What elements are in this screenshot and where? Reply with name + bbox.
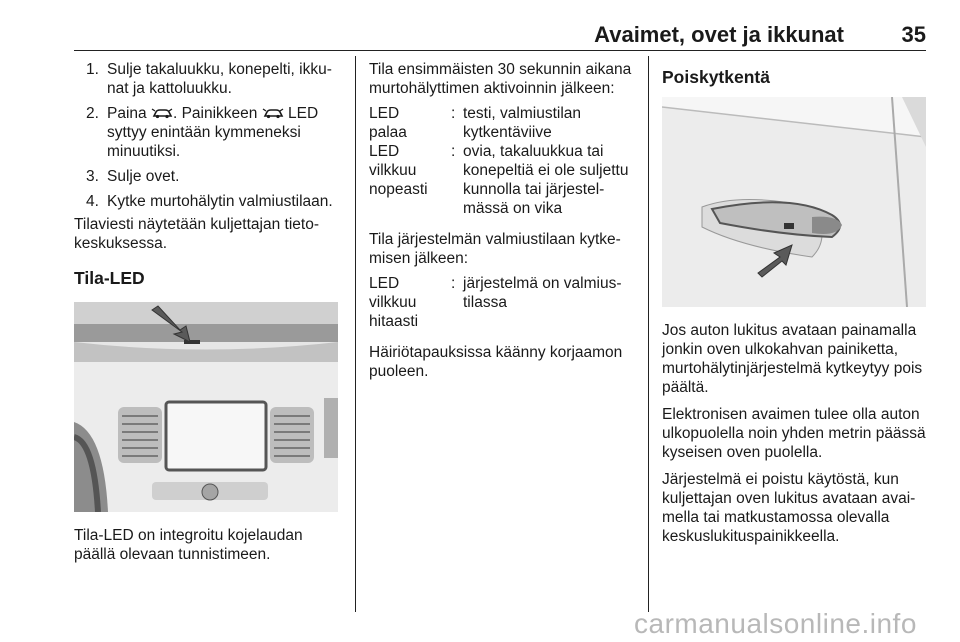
step-text: Sulje takaluukku, konepelti, ikkunat ja kattoluukku.: [107, 61, 332, 97]
led-state-desc: järjestelmä on valmiustilassa: [463, 275, 622, 311]
led-state-label: LED palaa: [369, 105, 407, 141]
status-intro-2: Tila järjestelmän valmiustilaan kytkemisen jälkeen:: [369, 231, 621, 267]
separator: :: [451, 143, 456, 160]
column-divider: [355, 56, 356, 612]
section-heading: Poiskytkentä: [662, 67, 770, 87]
paragraph: Elektronisen avaimen tulee olla auton ulkopuolella noin yhden metrin päässä kyseisen oven puolella.: [662, 406, 926, 461]
led-status-table: [369, 104, 637, 218]
led-state-label: LED vilkkuu nopeasti: [369, 143, 428, 198]
list-item: [74, 167, 346, 186]
separator: :: [451, 105, 456, 122]
car-key-icon: [151, 107, 173, 119]
page-number: 35: [901, 22, 926, 47]
column-2: [369, 60, 637, 389]
figure-caption: Tila-LED on integroitu kojelaudan päällä olevaan tunnistimeen.: [74, 527, 303, 563]
step-number: 3.: [86, 168, 99, 185]
page-header: [74, 22, 926, 51]
paragraph: Jos auton lukitus avataan painamalla jonkin oven ulkokahvan painiketta, murtohälytinjärjestelmä kytkeytyy pois päältä.: [662, 322, 923, 396]
status-intro: Tila ensimmäisten 30 sekunnin aikana murtohälyttimen aktivoinnin jälkeen:: [369, 61, 632, 97]
step-number: 2.: [86, 105, 99, 122]
step-text: Kytke murtohälytin valmiustilaan.: [107, 193, 333, 210]
steps-list: [74, 60, 346, 211]
step-text: Sulje ovet.: [107, 168, 180, 185]
list-item: [74, 104, 346, 161]
step-number: 1.: [86, 61, 99, 78]
dashboard-led-illustration: [74, 302, 338, 512]
section-heading: Tila-LED: [74, 268, 145, 288]
list-item: [74, 192, 346, 211]
led-state-label: LED vilkkuu hitaasti: [369, 275, 419, 330]
separator: :: [451, 275, 456, 292]
info-message: Tilaviesti näytetään kuljettajan tietokeskuksessa.: [74, 216, 319, 252]
car-key-icon: [262, 107, 284, 119]
door-handle-illustration: [662, 97, 926, 307]
column-1: [74, 60, 346, 572]
step-text: . Painikkeen: [172, 105, 262, 122]
watermark: carmanualsonline.info: [634, 608, 917, 639]
section-title: Avaimet, ovet ja ikkunat: [594, 22, 844, 47]
led-state-desc: testi, valmiustilan kytkentäviive: [463, 105, 582, 141]
list-item: [74, 60, 346, 98]
fault-note: Häiriötapauksissa käänny korjaamon puoleen.: [369, 344, 623, 380]
column-divider: [648, 56, 649, 612]
column-3: [662, 60, 928, 554]
led-state-desc: ovia, takaluukkua tai konepeltiä ei ole suljettu kunnolla tai järjestelmässä on vika: [463, 143, 629, 217]
step-number: 4.: [86, 193, 99, 210]
step-text: LED syttyy enintään kymmeneksi minuutiksi.: [107, 105, 319, 160]
led-status-table-2: [369, 274, 637, 331]
step-text: Paina: [107, 105, 151, 122]
paragraph: Järjestelmä ei poistu käytöstä, kun kuljettajan oven lukitus avataan avaimella tai matkustamossa olevalla keskuslukituspainikkeella.: [662, 471, 916, 545]
